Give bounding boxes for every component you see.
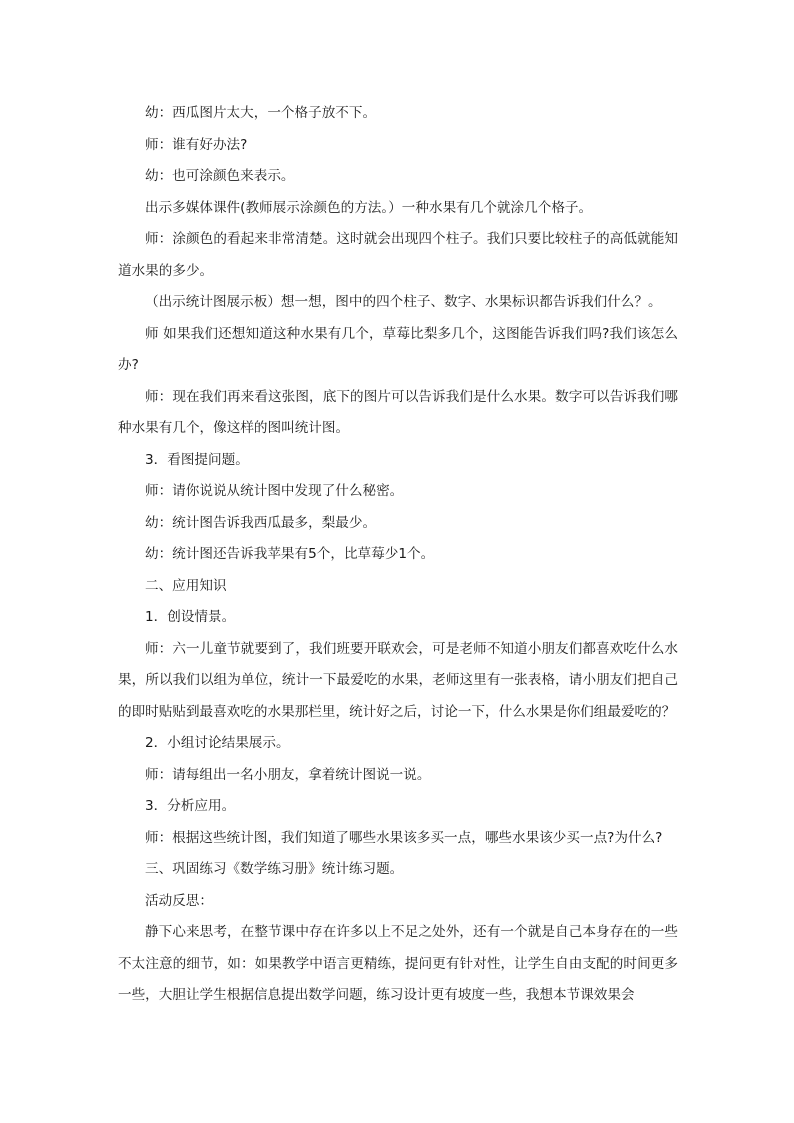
paragraph-18: 3．分析应用。 — [145, 798, 236, 814]
paragraph-2: 师：谁有好办法? — [145, 136, 248, 153]
paragraph-1: 幼：西瓜图片太大，一个格子放不下。 — [145, 105, 377, 121]
paragraph-6: （出示统计图展示板）想一想，图中的四个柱子、数字、水果标识都告诉我们什么？。 — [145, 294, 662, 310]
paragraph-10: 师：请你说说从统计图中发现了什么秘密。 — [145, 483, 404, 499]
paragraph-17: 师：请每组出一名小朋友，拿着统计图说一说。 — [145, 766, 431, 783]
paragraph-11: 幼：统计图告诉我西瓜最多，梨最少。 — [145, 514, 377, 531]
paragraph-9: 3．看图提问题。 — [145, 451, 249, 468]
paragraph-15: 师：六一儿童节就要到了，我们班要开联欢会，可是老师不知道小朋友们都喜欢吃什么水果，所以我们以组为单位，统计一下最爱吃的水果，老师这里有一张表格，请小朋友们把自己的即时贴贴到最喜欢吃的水果那栏里，统计好之后，讨论一下，什么水果是你们组最爱吃的？ — [118, 640, 678, 720]
paragraph-7: 师 如果我们还想知道这种水果有几个，草莓比梨多几个，这图能告诉我们吗?我们该怎么办? — [118, 325, 678, 373]
paragraph-8: 师：现在我们再来看这张图，底下的图片可以告诉我们是什么水果。数字可以告诉我们哪种水果有几个，像这样的图叫统计图。 — [118, 388, 678, 436]
reflection-heading: 活动反思： — [145, 892, 213, 909]
paragraph-19: 师：根据这些统计图，我们知道了哪些水果该多买一点，哪些水果该少买一点?为什么? — [145, 829, 663, 846]
paragraph-5: 师：涂颜色的看起来非常清楚。这时就会出现四个柱子。我们只要比较柱子的高低就能知道水果的多少。 — [118, 231, 678, 279]
paragraph-16: 2．小组讨论结果展示。 — [145, 735, 290, 751]
section-heading-apply: 二、应用知识 — [145, 577, 227, 594]
paragraph-22: 静下心来思考，在整节课中存在许多以上不足之处外，还有一个就是自己本身存在的一些不太注意的细节，如：如果教学中语言更精练，提问更有针对性，让学生自由支配的时间更多一些，大胆让学生根据信息提出数学问题，练习设计更有坡度一些，我想本节课效果会 — [118, 924, 678, 1003]
section-heading-practice: 三、巩固练习《数学练习册》统计练习题。 — [145, 861, 404, 877]
paragraph-14: 1．创设情景。 — [145, 609, 236, 625]
paragraph-12: 幼：统计图还告诉我苹果有5个，比草莓少1个。 — [145, 546, 435, 562]
paragraph-3: 幼：也可涂颜色来表示。 — [145, 168, 295, 184]
paragraph-4: 出示多媒体课件(教师展示涂颜色的方法。）一种水果有几个就涂几个格子。 — [145, 199, 593, 216]
document-body — [118, 98, 678, 1012]
